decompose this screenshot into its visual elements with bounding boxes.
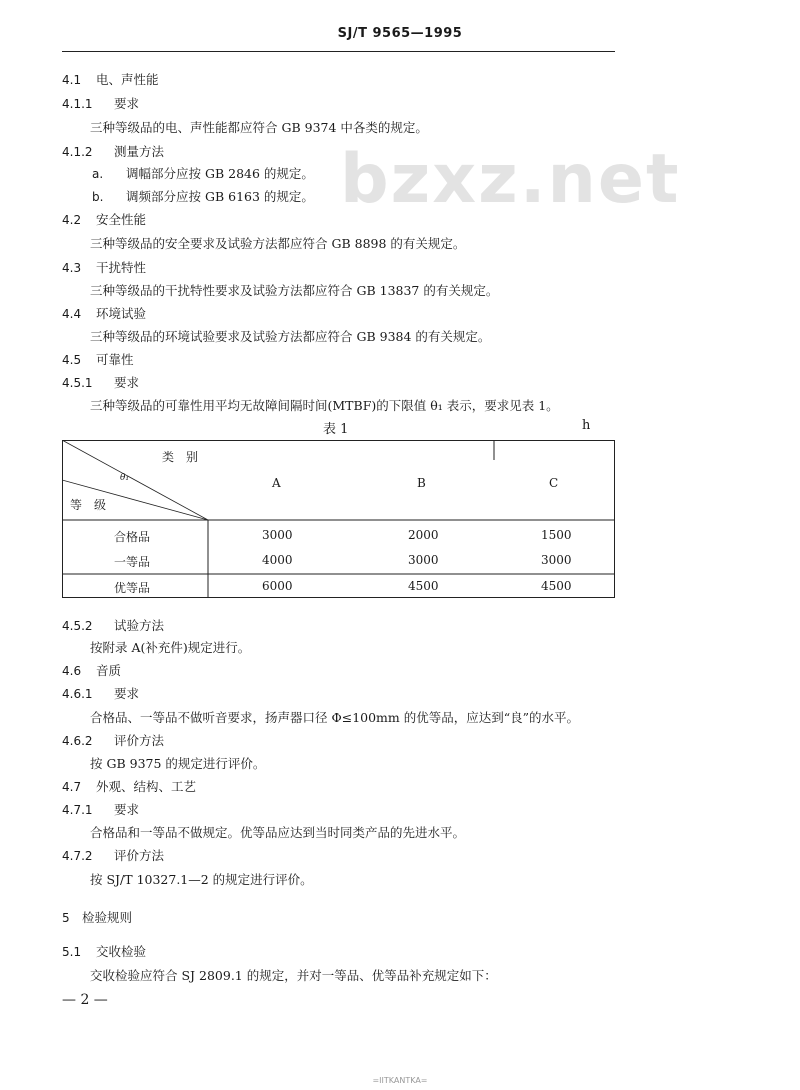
line-text: 要求 — [114, 802, 140, 817]
line-text: 外观、结构、工艺 — [96, 779, 197, 794]
section-heading — [62, 908, 132, 926]
section-heading — [62, 350, 134, 368]
section-number: 5 — [62, 911, 70, 925]
section-number: 4.2 — [62, 213, 82, 227]
line-text: 三种等级品的电、声性能都应符合 GB 9374 中各类的规定。 — [90, 120, 428, 135]
section-heading — [62, 258, 146, 276]
section-number: 4.3 — [62, 261, 82, 275]
line-text: 按 GB 9375 的规定进行评价。 — [90, 756, 266, 771]
cell-first-a: 4000 — [262, 553, 293, 567]
section-heading — [62, 94, 139, 112]
section-heading — [62, 684, 139, 702]
line-text: 三种等级品的环境试验要求及试验方法都应符合 GB 9384 的有关规定。 — [90, 329, 491, 344]
cell-superior-a: 6000 — [262, 579, 293, 593]
line-text: 安全性能 — [96, 212, 147, 227]
section-number: 5.1 — [62, 945, 82, 959]
line-text: 电、声性能 — [96, 72, 159, 87]
section-number: 4.7 — [62, 780, 82, 794]
body-text — [90, 234, 465, 252]
body-text — [90, 638, 250, 656]
line-text: 评价方法 — [114, 733, 165, 748]
row-grade-superior: 优等品 — [114, 581, 151, 595]
line-text: 交收检验 — [96, 944, 147, 959]
section-heading — [62, 616, 164, 634]
section-number: 4.5.1 — [62, 376, 93, 390]
standard-code-header: SJ/T 9565—1995 — [337, 26, 463, 41]
section-number: 4.1.1 — [62, 97, 93, 111]
line-text: 按附录 A(补充件)规定进行。 — [90, 640, 251, 655]
section-heading — [62, 304, 146, 322]
body-text — [90, 281, 498, 299]
body-text — [90, 966, 497, 984]
corner-theta-label: θ₁ — [120, 473, 130, 483]
cell-first-b: 3000 — [408, 553, 439, 567]
line-text: 环境试验 — [96, 306, 147, 321]
line-text: 合格品、一等品不做听音要求，扬声器口径 Φ≤100mm 的优等品，应达到“良”的水平。 — [90, 710, 580, 725]
page-number: — 2 — — [62, 992, 108, 1008]
section-number: 4.4 — [62, 307, 82, 321]
cell-qualified-c: 1500 — [541, 528, 572, 542]
section-heading — [62, 731, 164, 749]
column-header-a: A — [272, 476, 281, 490]
table-grid — [62, 440, 615, 600]
row-grade-qualified: 合格品 — [114, 530, 151, 544]
line-text: 音质 — [96, 663, 122, 678]
body-text — [90, 708, 579, 726]
line-text: 检验规则 — [82, 910, 133, 925]
section-number: 4.6 — [62, 664, 82, 678]
cell-superior-b: 4500 — [408, 579, 439, 593]
section-number: b. — [92, 190, 104, 204]
section-number: 4.7.2 — [62, 849, 93, 863]
section-number: 4.7.1 — [62, 803, 93, 817]
section-heading — [62, 142, 164, 160]
watermark: bzxz.net — [340, 140, 681, 219]
body-text — [90, 118, 428, 136]
line-text: 合格品和一等品不做规定。优等品应达到当时同类产品的先进水平。 — [90, 825, 466, 840]
line-text: 可靠性 — [96, 352, 134, 367]
section-heading — [62, 800, 139, 818]
section-number: a. — [92, 167, 104, 181]
line-text: 调幅部分应按 GB 2846 的规定。 — [126, 166, 314, 181]
line-text: 要求 — [114, 96, 140, 111]
section-heading — [62, 846, 164, 864]
table-unit: h — [582, 418, 591, 433]
line-text: 评价方法 — [114, 848, 165, 863]
corner-category-label: 类 别 — [162, 450, 199, 464]
section-heading — [62, 777, 196, 795]
cell-qualified-a: 3000 — [262, 528, 293, 542]
line-text: 要求 — [114, 686, 140, 701]
line-text: 试验方法 — [114, 618, 165, 633]
body-text — [90, 870, 313, 888]
corner-grade-label: 等 级 — [70, 498, 107, 512]
body-text — [90, 823, 465, 841]
section-heading — [62, 70, 159, 88]
column-header-c: C — [549, 476, 559, 490]
body-text — [90, 754, 265, 772]
body-text — [90, 396, 559, 414]
section-heading — [62, 210, 146, 228]
reliability-table — [62, 440, 615, 598]
line-text: 三种等级品的可靠性用平均无故障间隔时间(MTBF)的下限值 θ₁ 表示，要求见表 1。 — [90, 398, 559, 413]
row-grade-first: 一等品 — [114, 555, 151, 569]
section-number: 4.1.2 — [62, 145, 93, 159]
line-text: 按 SJ/T 10327.1—2 的规定进行评价。 — [90, 872, 313, 887]
section-heading — [62, 373, 139, 391]
line-text: 干扰特性 — [96, 260, 147, 275]
table-caption: 表 1 — [323, 422, 349, 437]
section-number: 4.6.2 — [62, 734, 93, 748]
header-rule — [62, 51, 615, 52]
body-text — [90, 327, 490, 345]
line-text: 要求 — [114, 375, 140, 390]
section-number: 4.5 — [62, 353, 82, 367]
section-heading — [92, 164, 314, 182]
cell-first-c: 3000 — [541, 553, 572, 567]
column-header-b: B — [417, 476, 426, 490]
line-text: 交收检验应符合 SJ 2809.1 的规定，并对一等品、优等品补充规定如下： — [90, 968, 497, 983]
section-number: 4.1 — [62, 73, 82, 87]
section-number: 4.6.1 — [62, 687, 93, 701]
line-text: 三种等级品的安全要求及试验方法都应符合 GB 8898 的有关规定。 — [90, 236, 466, 251]
line-text: 三种等级品的干扰特性要求及试验方法都应符合 GB 13837 的有关规定。 — [90, 283, 499, 298]
section-number: 4.5.2 — [62, 619, 93, 633]
bottom-mark: =IITKANTKA= — [372, 1076, 428, 1085]
section-heading — [62, 942, 146, 960]
cell-superior-c: 4500 — [541, 579, 572, 593]
line-text: 测量方法 — [114, 144, 165, 159]
section-heading — [92, 187, 314, 205]
section-heading — [62, 661, 121, 679]
cell-qualified-b: 2000 — [408, 528, 439, 542]
line-text: 调频部分应按 GB 6163 的规定。 — [126, 189, 314, 204]
